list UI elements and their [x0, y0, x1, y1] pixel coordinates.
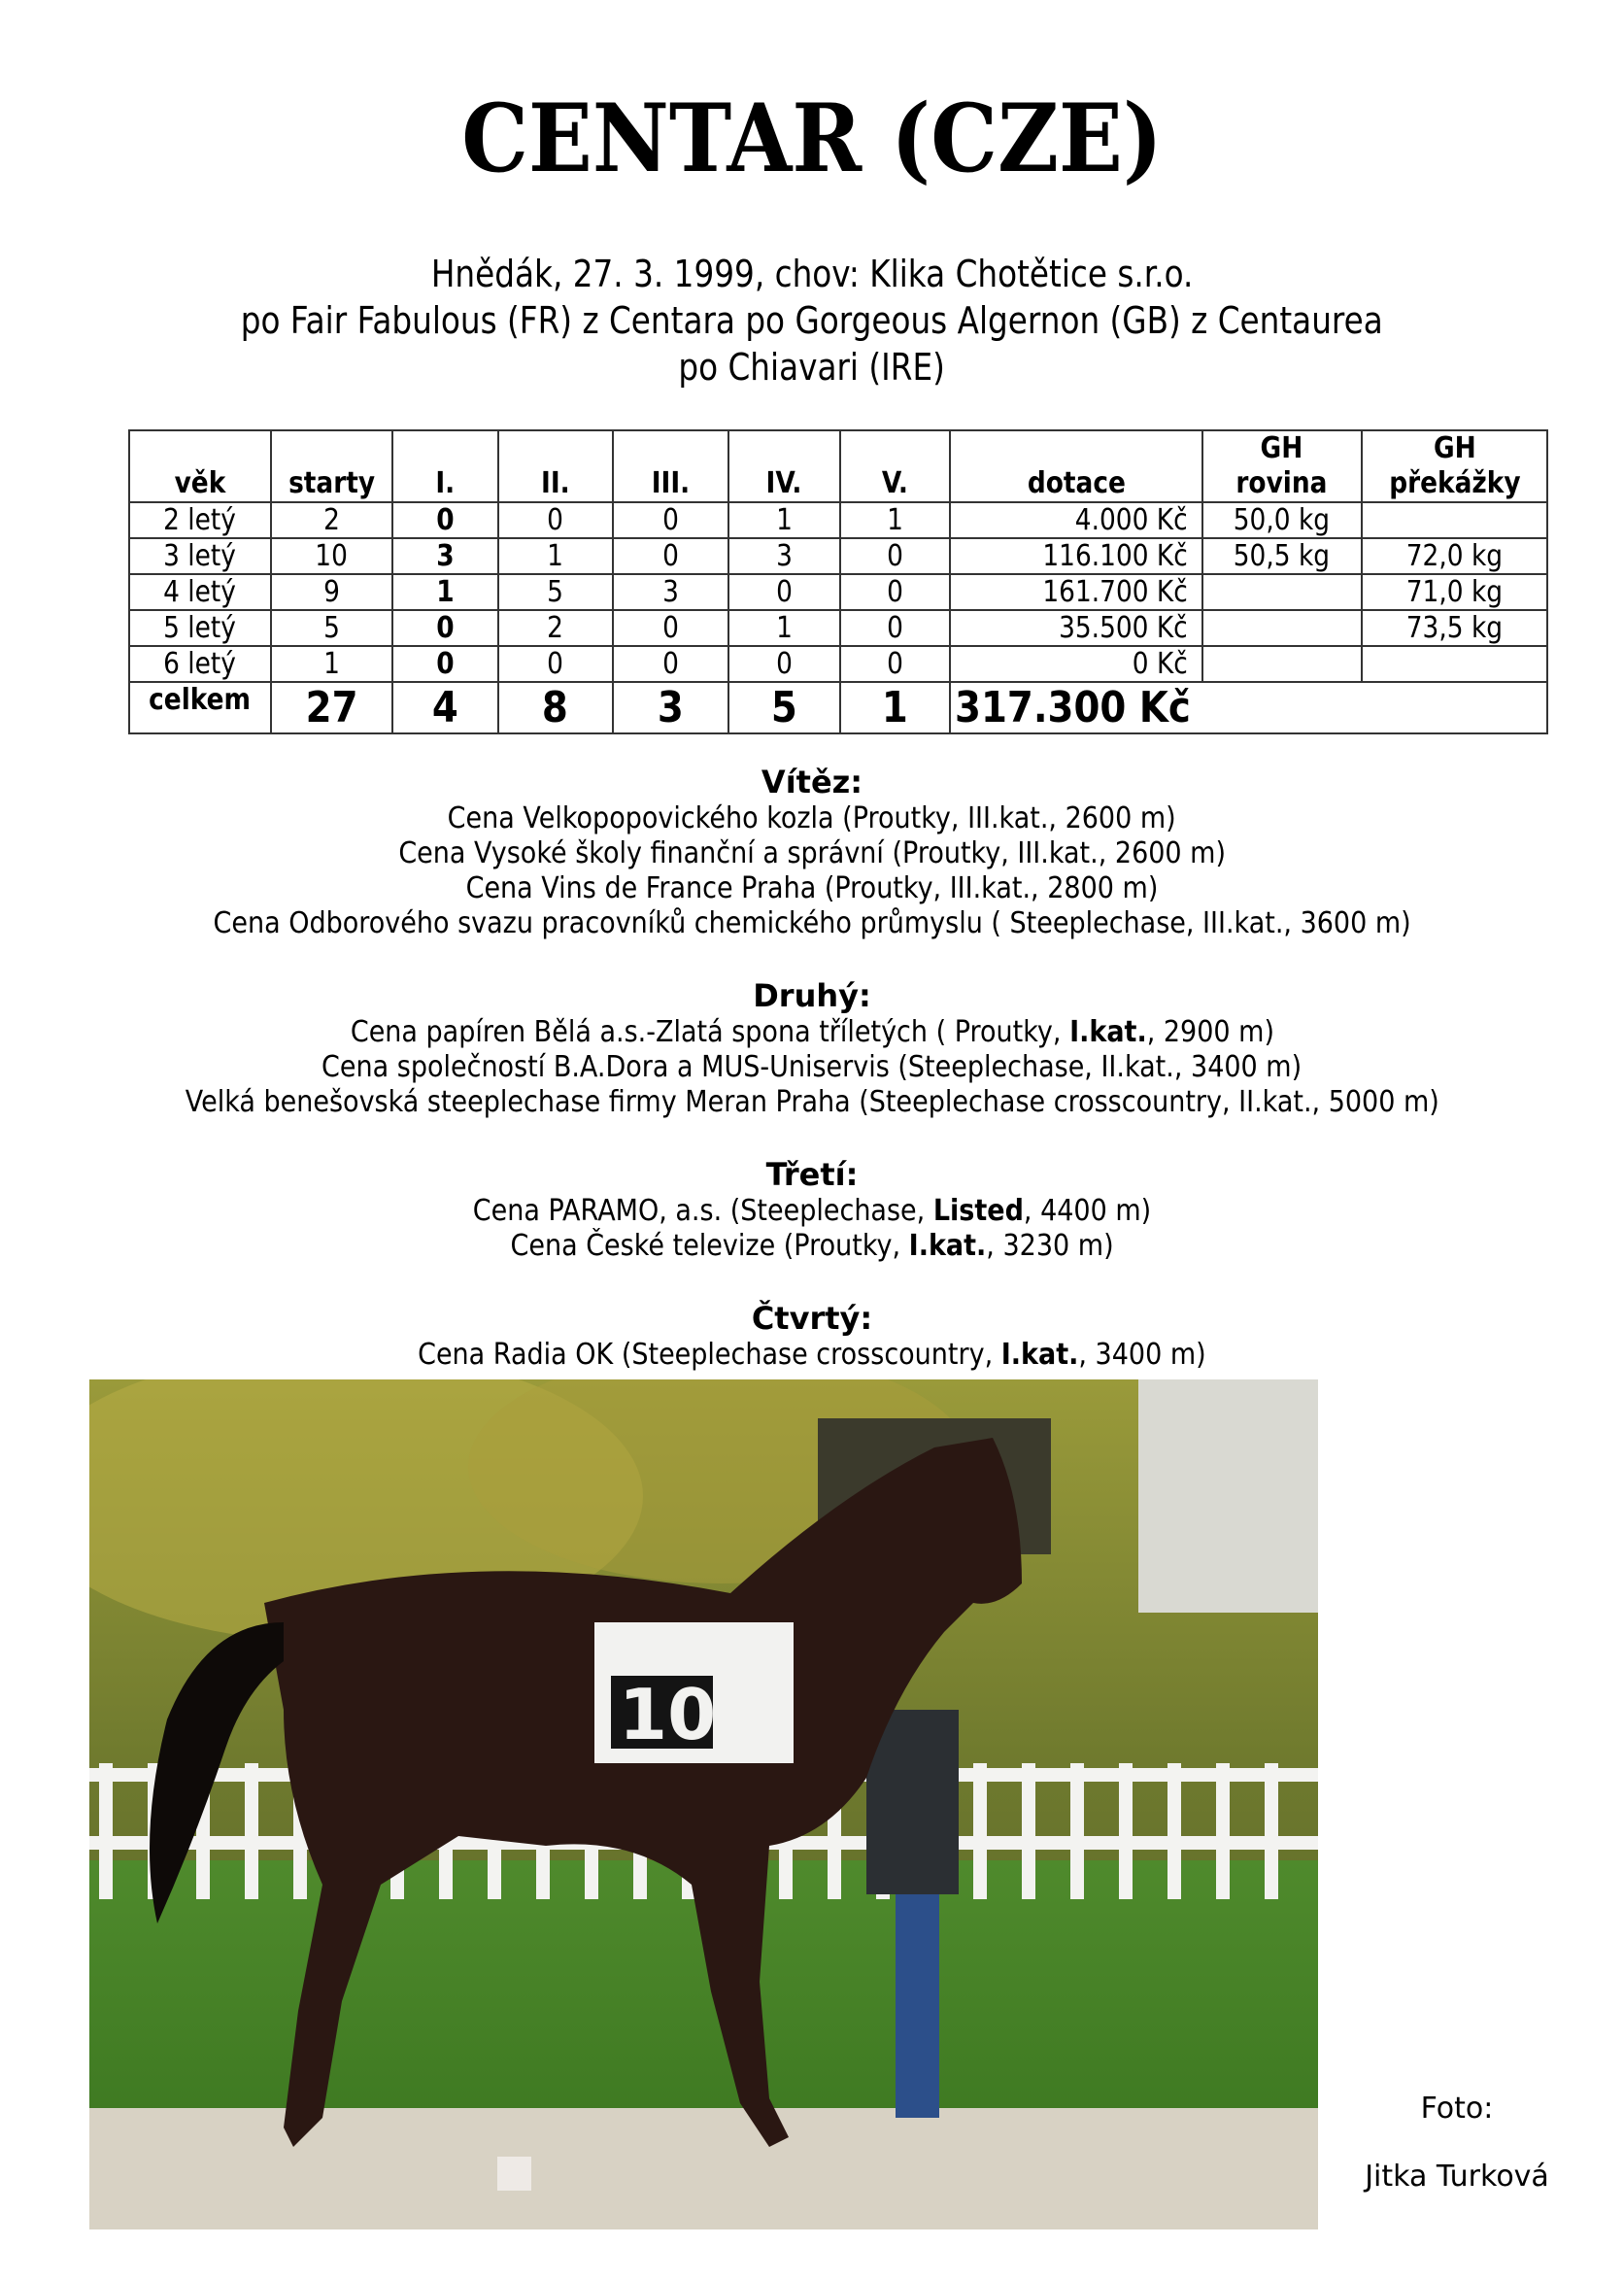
table-row: 3 letý 10 3 1 0 3 0 116.100 Kč 50,5 kg 72,0 kg	[129, 538, 1547, 574]
table-row: 5 letý 5 0 2 0 1 0 35.500 Kč 73,5 kg	[129, 610, 1547, 646]
pedigree-line: po Fair Fabulous (FR) z Centara po Gorgeous Algernon (GB) z Centaurea	[240, 299, 1384, 342]
result-item: Velká benešovská steeplechase firmy Meran Praha (Steeplechase crosscountry, II.kat., 5000 m)	[185, 1085, 1439, 1119]
section-heading-treti: Třetí:	[765, 1156, 859, 1193]
result-item: Cena Velkopopovického kozla (Proutky, III.kat., 2600 m)	[447, 801, 1177, 835]
col-header-p1: I.	[392, 430, 497, 502]
result-item: Cena papíren Bělá a.s.-Zlatá spona tříletých ( Proutky, I.kat., 2900 m)	[350, 1015, 1274, 1049]
table-row: 6 letý 1 0 0 0 0 0 0 Kč	[129, 646, 1547, 682]
table-total-row: celkem 27 4 8 3 5 1 317.300 Kč	[129, 682, 1547, 733]
result-item: Cena Vins de France Praha (Proutky, III.kat., 2800 m)	[465, 871, 1159, 905]
result-item: Cena České televize (Proutky, I.kat., 3230 m)	[510, 1229, 1114, 1263]
result-item: Cena společností B.A.Dora a MUS-Uniservis (Steeplechase, II.kat., 3400 m)	[321, 1050, 1303, 1084]
section-heading-ctvrty: Čtvrtý:	[751, 1300, 873, 1337]
col-header-gh-prekazky: GH překážky	[1362, 430, 1547, 502]
col-header-dotace: dotace	[950, 430, 1201, 502]
table-row: 4 letý 9 1 5 3 0 0 161.700 Kč 71,0 kg	[129, 574, 1547, 610]
pedigree-line-2: po Chiavari (IRE)	[678, 346, 946, 389]
col-header-p3: III.	[613, 430, 727, 502]
col-header-p5: V.	[840, 430, 950, 502]
result-item: Cena PARAMO, a.s. (Steeplechase, Listed, 4400 m)	[472, 1194, 1152, 1228]
saddle-number: 10	[619, 1674, 717, 1755]
result-item: Cena Vysoké školy finanční a správní (Proutky, III.kat., 2600 m)	[398, 836, 1226, 870]
result-item: Cena Odborového svazu pracovníků chemického průmyslu ( Steeplechase, III.kat., 3600 m)	[213, 906, 1411, 940]
race-results	[0, 763, 1624, 1373]
col-header-p4: IV.	[728, 430, 840, 502]
page-title: CENTAR (CZE)	[461, 84, 1163, 193]
race-stats-table	[128, 429, 1548, 734]
horse-info	[0, 251, 1624, 391]
section-heading-vitez: Vítěz:	[761, 764, 863, 800]
horse-photo	[89, 1379, 1318, 2229]
birth-breeder-line: Hnědák, 27. 3. 1999, chov: Klika Chotětice s.r.o.	[430, 253, 1194, 295]
col-header-p2: II.	[498, 430, 613, 502]
result-item: Cena Radia OK (Steeplechase crosscountry, I.kat., 3400 m)	[418, 1338, 1206, 1372]
table-header-row	[129, 430, 1547, 502]
col-header-starty: starty	[271, 430, 393, 502]
section-heading-druhy: Druhý:	[753, 977, 871, 1014]
col-header-gh-rovina: GH rovina	[1202, 430, 1363, 502]
photo-credit-name: Jitka Turková	[1365, 2160, 1549, 2194]
col-header-vek: věk	[129, 430, 271, 502]
photo-credit-label: Foto:	[1420, 2092, 1494, 2126]
table-row: 2 letý 2 0 0 0 1 1 4.000 Kč 50,0 kg	[129, 502, 1547, 538]
